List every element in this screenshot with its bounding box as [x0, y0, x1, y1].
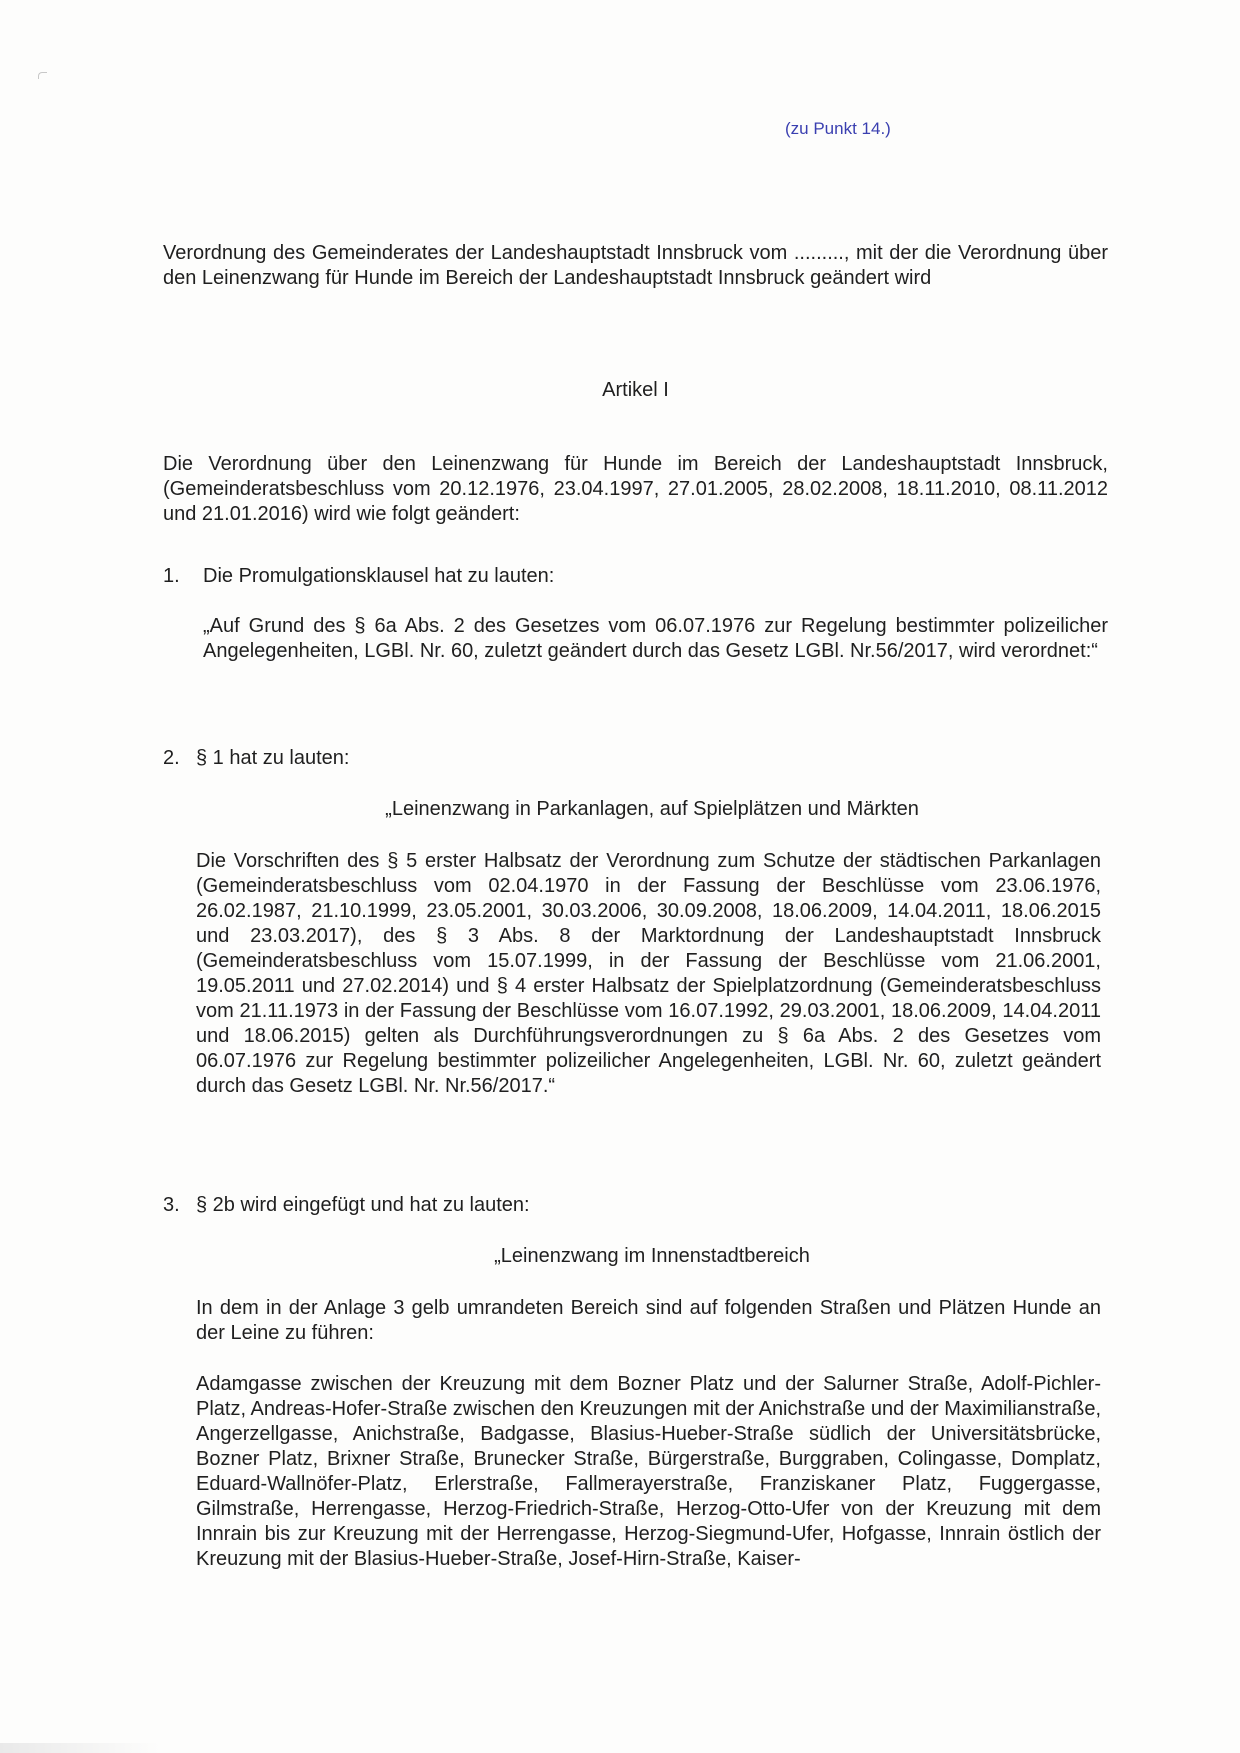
item-number: 3.: [163, 1194, 180, 1216]
item-quote: „Auf Grund des § 6a Abs. 2 des Gesetzes vom 06.07.1976 zur Regelung bestimmter polizeilicher Angelegenheiten, LGBl. Nr. 60, zuletzt geändert durch das Gesetz LGBl. Nr.56/2017, wird verordnet:“: [203, 615, 1108, 662]
item-text: § 1 hat zu lauten:: [196, 747, 350, 769]
street-list-paragraph: Adamgasse zwischen der Kreuzung mit dem Bozner Platz und der Salurner Straße, Adolf-Pichler-Platz, Andreas-Hofer-Straße zwischen den Kreuzungen mit der Anichstraße und der Maximilianstraße, Angerzellgasse, Anichstraße, Badgasse, Blasius-Hueber-Straße südlich der Universitätsbrücke, Bozner Platz, Brixner Straße, Brunecker Straße, Bürgerstraße, Burggraben, Colingasse, Domplatz, Eduard-Wallnöfer-Platz, Erlerstraße, Fallmerayerstraße, Franziskaner Platz, Fuggergasse, Gilmstraße, Herrengasse, Herzog-Friedrich-Straße, Herzog-Otto-Ufer von der Kreuzung mit dem Innrain bis zur Kreuzung mit der Herrengasse, Herzog-Siegmund-Ufer, Hofgasse, Innrain östlich der Kreuzung mit der Blasius-Hueber-Straße, Josef-Hirn-Straße, Kaiser-: [196, 1373, 1101, 1570]
item-quote-paragraph: In dem in der Anlage 3 gelb umrandeten Bereich sind auf folgenden Straßen und Plätzen Hunde an der Leine zu führen:: [196, 1297, 1101, 1344]
article-heading: Artikel I: [602, 379, 669, 401]
item-text: Die Promulgationsklausel hat zu lauten:: [203, 565, 555, 587]
scan-edge-shadow: [0, 1743, 160, 1753]
reference-note: (zu Punkt 14.): [785, 119, 891, 138]
item-text: § 2b wird eingefügt und hat zu lauten:: [196, 1194, 530, 1216]
quote-heading: „Leinenzwang im Innenstadtbereich: [494, 1245, 810, 1267]
scan-artifact: [38, 72, 47, 79]
item-number: 1.: [163, 565, 180, 587]
document-title: Verordnung des Gemeinderates der Landeshauptstadt Innsbruck vom ........., mit der die Verordnung über den Leinenzwang für Hunde im Bereich der Landeshauptstadt Innsbruck geändert wird: [163, 242, 1108, 289]
intro-paragraph: Die Verordnung über den Leinenzwang für Hunde im Bereich der Landeshauptstadt Innsbruck, (Gemeinderatsbeschluss vom 20.12.1976, 23.04.1997, 27.01.2005, 28.02.2008, 18.11.2010, 08.11.2012 und 21.01.2016) wird wie folgt geändert:: [163, 453, 1108, 525]
quote-heading: „Leinenzwang in Parkanlagen, auf Spielplätzen und Märkten: [385, 798, 919, 820]
item-number: 2.: [163, 747, 180, 769]
item-quote: Die Vorschriften des § 5 erster Halbsatz der Verordnung zum Schutze der städtischen Parkanlagen (Gemeinderatsbeschluss vom 02.04.1970 in der Fassung der Beschlüsse vom 23.06.1976, 26.02.1987, 21.10.1999, 23.05.2001, 30.03.2006, 30.09.2008, 18.06.2009, 14.04.2011, 18.06.2015 und 23.03.2017), des § 3 Abs. 8 der Marktordnung der Landeshauptstadt Innsbruck (Gemeinderatsbeschluss vom 15.07.1999, in der Fassung der Beschlüsse vom 21.06.2001, 19.05.2011 und 27.02.2014) und § 4 erster Halbsatz der Spielplatzordnung (Gemeinderatsbeschluss vom 21.11.1973 in der Fassung der Beschlüsse vom 16.07.1992, 29.03.2001, 18.06.2009, 14.04.2011 und 18.06.2015) gelten als Durchführungsverordnungen zu § 6a Abs. 2 des Gesetzes vom 06.07.1976 zur Regelung bestimmter polizeilicher Angelegenheiten, LGBl. Nr. 60, zuletzt geändert durch das Gesetz LGBl. Nr. Nr.56/2017.“: [196, 850, 1101, 1097]
